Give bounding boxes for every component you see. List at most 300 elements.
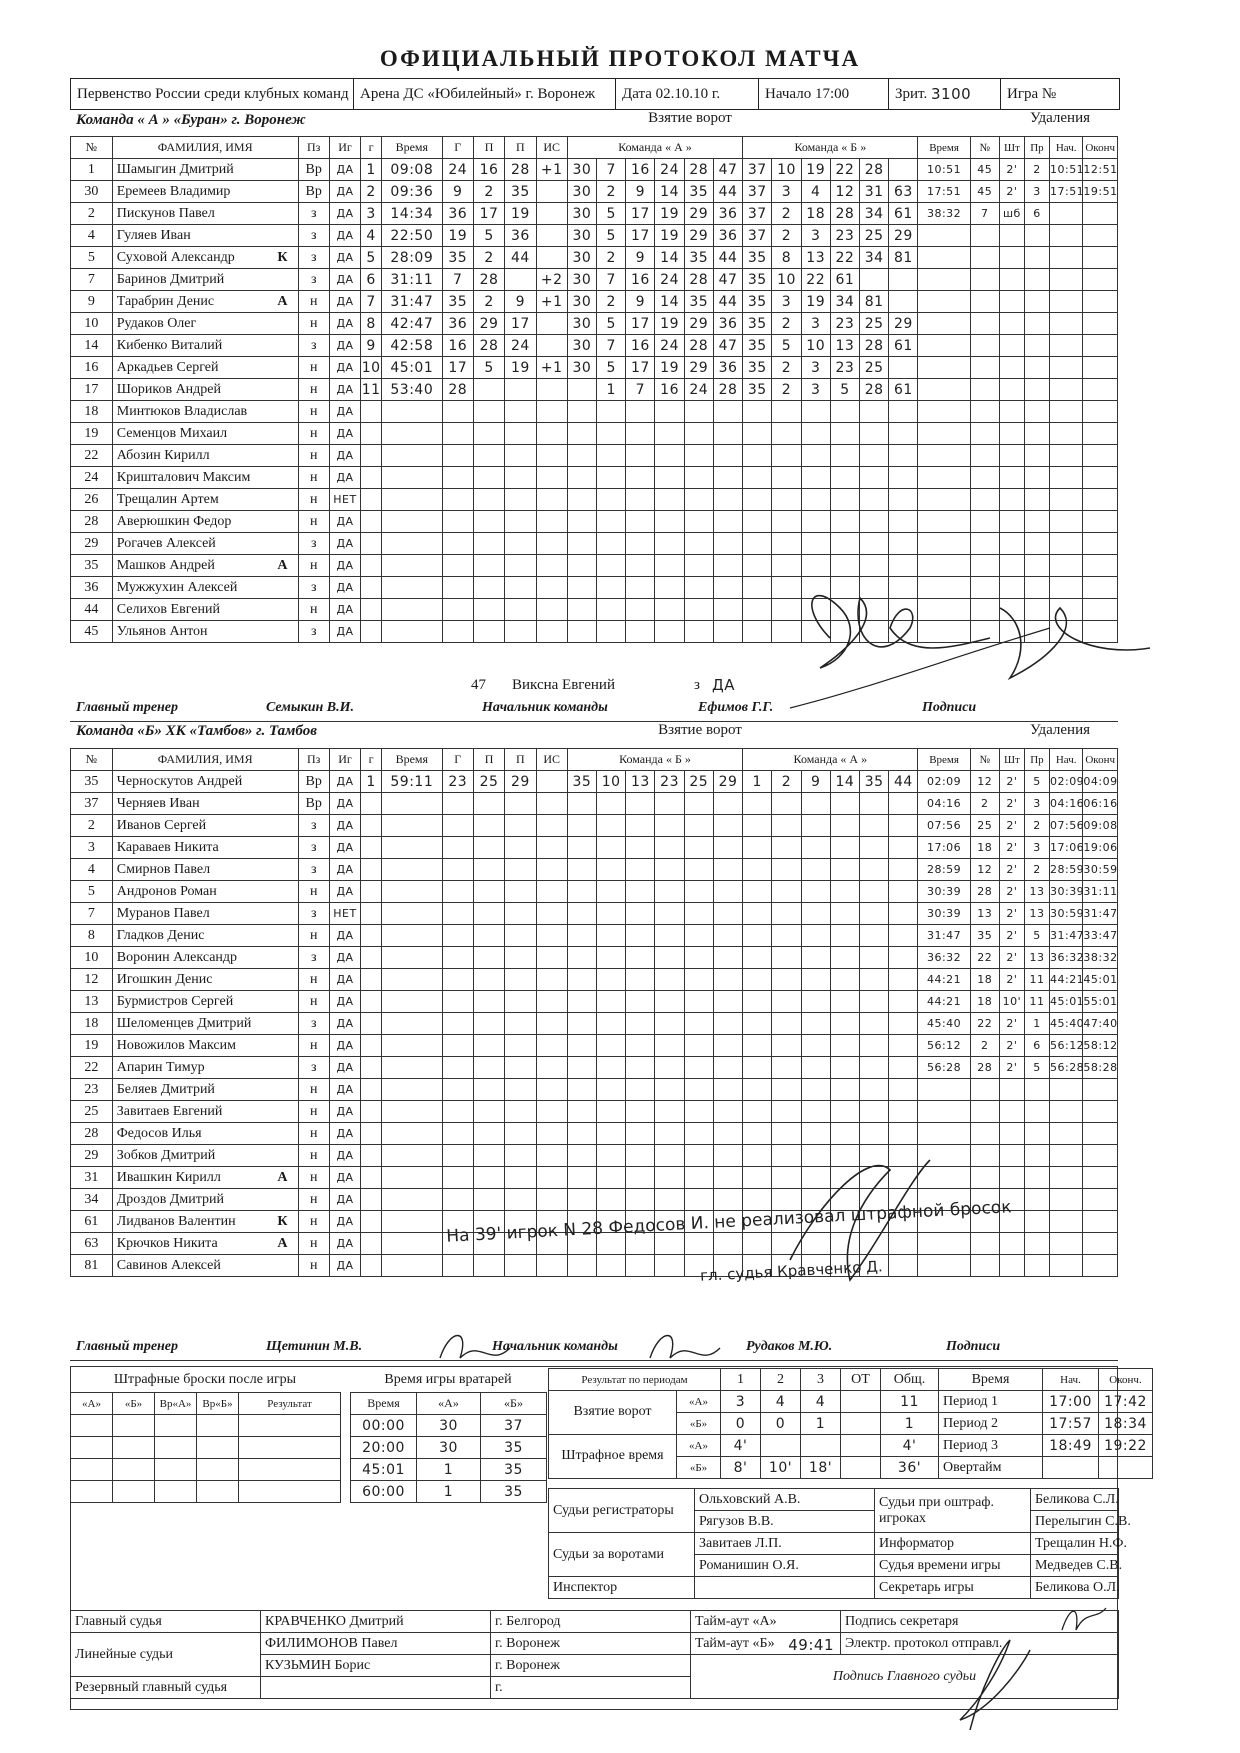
goal-time: 22:50 [382,225,443,247]
penalty-min: 2' [999,969,1024,991]
empty-cell [505,1101,536,1123]
player-name [112,335,298,357]
empty-cell [536,1101,567,1123]
empty-cell [442,947,473,969]
periods-col: 3 [801,1369,841,1391]
empty-cell [970,225,999,247]
team-b-row [71,1035,1118,1057]
empty-cell [505,401,536,423]
team-a-row [71,313,1118,335]
empty-cell [1049,467,1082,489]
penalty-reason: 2 [1024,815,1049,837]
empty-cell [626,969,655,991]
penalty-min: 2' [999,1035,1024,1057]
empty-cell [1024,225,1049,247]
goal-line-b: 37 [743,203,772,225]
empty-cell [713,1167,742,1189]
empty-cell [801,1013,830,1035]
empty-cell [626,881,655,903]
empty-cell [772,467,801,489]
empty-cell [918,489,970,511]
goal-line-b: 25 [860,313,889,335]
player-name-text: Ивашкин Кирилл [116,1169,221,1185]
player-number: 10 [71,313,113,335]
empty-cell [536,445,567,467]
officials-label: Судья времени игры [875,1555,1031,1577]
goal-g: 1 [361,159,382,181]
empty-cell [889,815,918,837]
empty-cell [889,1035,918,1057]
team-b-row [71,1079,1118,1101]
empty-cell [626,401,655,423]
penalty-start: 10:51 [1049,159,1082,181]
empty-cell [626,1123,655,1145]
penalty-time: 07:56 [918,815,970,837]
team-b-signatures-label: Подписи [946,1339,1001,1354]
empty-cell [442,1057,473,1079]
player-played: ДА [329,357,360,379]
penalty-end: 31:47 [1083,903,1118,925]
player-played: ДА [329,467,360,489]
goal-line-a: 47 [713,269,742,291]
empty-cell [505,815,536,837]
goal-P2: 19 [505,203,536,225]
goal-line-b: 10 [772,269,801,291]
player-name [112,313,298,335]
team-a-col-g: г [361,137,382,159]
penalty-no: 18 [970,991,999,1013]
empty-cell [473,445,504,467]
empty-cell [597,1057,626,1079]
empty-cell [567,1167,596,1189]
empty-cell [743,881,772,903]
team-a-row [71,203,1118,225]
empty-cell [970,291,999,313]
empty-cell [626,1013,655,1035]
team-b-row [71,881,1118,903]
goal-line-b: 35 [743,313,772,335]
empty-cell [626,467,655,489]
penalty-time: 04:16 [918,793,970,815]
empty-cell [999,511,1024,533]
goal-line-b: 19 [801,159,830,181]
player-position: н [298,1035,329,1057]
penalty-reason: 3 [1024,793,1049,815]
empty-cell [361,1233,382,1255]
empty-cell [1049,1189,1082,1211]
empty-cell [1049,1101,1082,1123]
goal-line-b: 35 [567,771,596,793]
empty-cell [505,925,536,947]
empty-cell [382,1189,443,1211]
empty-cell [1083,445,1118,467]
goal-IS [536,335,567,357]
team-a-col-pos: Пз [298,137,329,159]
empty-cell [889,401,918,423]
empty-cell [1024,1167,1049,1189]
empty-cell [918,1101,970,1123]
empty-cell [442,1255,473,1277]
empty-cell [626,815,655,837]
empty-cell [1083,225,1118,247]
goal-IS [536,313,567,335]
empty-cell [743,577,772,599]
empty-cell [743,1145,772,1167]
goalie-time-col-b: «Б» [481,1393,547,1415]
empty-cell [536,511,567,533]
goal-line-a: 14 [655,181,684,203]
empty-cell [801,1035,830,1057]
penalty-min: 2' [999,771,1024,793]
player-number: 10 [71,947,113,969]
goalie-time-row [351,1459,547,1481]
player-name [112,903,298,925]
empty-cell [1083,511,1118,533]
empty-cell [1049,247,1082,269]
empty-cell [999,423,1024,445]
empty-cell [597,489,626,511]
periods-value: 18' [801,1457,841,1479]
empty-cell [382,1101,443,1123]
empty-cell [442,793,473,815]
goal-G: 17 [442,357,473,379]
empty-cell [505,793,536,815]
shootout-block [70,1366,340,1496]
empty-cell [801,511,830,533]
shootout-col-a: «А» [71,1393,113,1415]
player-played: ДА [329,555,360,577]
empty-cell [473,1123,504,1145]
empty-cell [473,621,504,643]
goal-line-a: 35 [860,771,889,793]
empty-cell [801,1101,830,1123]
empty-cell [536,903,567,925]
empty-cell [597,1101,626,1123]
empty-cell [1024,1189,1049,1211]
empty-cell [473,1189,504,1211]
empty-cell [918,533,970,555]
goal-P: 5 [473,357,504,379]
goal-line-a: 29 [684,203,713,225]
goal-line-a [567,379,596,401]
shootout-col-gk-a: Вр«А» [155,1393,197,1415]
empty-cell [473,859,504,881]
goal-line-b: 37 [743,225,772,247]
periods-row-label: Взятие ворот [549,1391,677,1435]
player-number: 45 [71,621,113,643]
player-position: з [298,815,329,837]
empty-cell [772,1101,801,1123]
empty-cell [970,379,999,401]
empty-cell [1024,313,1049,335]
empty-cell [361,423,382,445]
period-label: Период 2 [939,1413,1043,1435]
empty-cell [684,1189,713,1211]
empty-cell [361,1123,382,1145]
empty-cell [536,599,567,621]
periods-time-label: Время [939,1369,1043,1391]
goal-IS: +1 [536,159,567,181]
team-b-col-P: П [473,749,504,771]
penalty-no: 22 [970,1013,999,1035]
player-position: н [298,423,329,445]
player-number: 16 [71,357,113,379]
goal-line-a: 24 [655,269,684,291]
empty-cell [860,1013,889,1035]
empty-cell [655,621,684,643]
empty-cell [970,1079,999,1101]
player-number: 28 [71,511,113,533]
player-played: ДА [329,445,360,467]
player-name-text: Федосов Илья [116,1125,202,1141]
goal-line-b: 34 [830,291,859,313]
empty-cell [505,621,536,643]
empty-cell [1024,1255,1049,1277]
goal-line-a: 2 [597,291,626,313]
empty-cell [597,815,626,837]
championship: Первенство России среди клубных команд [71,79,354,109]
period-start: 18:49 [1043,1435,1099,1457]
empty-cell [626,599,655,621]
empty-cell [505,1057,536,1079]
empty-cell [801,947,830,969]
goal-line-a: 7 [597,159,626,181]
penalty-no: 35 [970,925,999,947]
goal-line-b [889,269,918,291]
empty-cell [567,1255,596,1277]
empty-cell [567,511,596,533]
player-name-text: Беляев Дмитрий [116,1081,215,1097]
team-b-col-G: Г [442,749,473,771]
empty-cell [655,599,684,621]
goal-line-b: 34 [860,203,889,225]
goal-line-b: 23 [655,771,684,793]
empty-cell [626,555,655,577]
empty-cell [889,423,918,445]
goalie-time-b: 35 [481,1481,547,1503]
empty-cell [918,247,970,269]
empty-cell [999,467,1024,489]
goal-line-b: 81 [860,291,889,313]
team-a-col-no: № [71,137,113,159]
goal-line-b: 3 [801,357,830,379]
penalty-min: 2' [999,1057,1024,1079]
empty-cell [772,401,801,423]
empty-cell [473,1035,504,1057]
penalty-time: 38:32 [918,203,970,225]
goal-P2 [505,269,536,291]
team-a-row [71,159,1118,181]
empty-cell [801,881,830,903]
player-played: ДА [329,577,360,599]
empty-cell [1049,1255,1082,1277]
penalty-reason: 13 [1024,903,1049,925]
player-name-text: Машков Андрей [116,557,215,573]
player-number: 7 [71,903,113,925]
empty-cell [361,881,382,903]
empty-cell [655,1189,684,1211]
goal-P2: 29 [505,771,536,793]
empty-cell [536,555,567,577]
player-position: н [298,1255,329,1277]
empty-cell [361,577,382,599]
officials-label: Информатор [875,1533,1031,1555]
empty-cell [382,947,443,969]
empty-cell [801,445,830,467]
empty-cell [1024,489,1049,511]
player-name-text: Савинов Алексей [116,1257,221,1273]
player-name [112,577,298,599]
player-number: 25 [71,1101,113,1123]
empty-cell [655,511,684,533]
empty-cell [382,511,443,533]
player-name [112,401,298,423]
empty-cell [361,1211,382,1233]
goal-line-b: 61 [889,379,918,401]
empty-cell [999,1123,1024,1145]
player-position: з [298,269,329,291]
shootout-table [70,1392,341,1503]
team-a-col-team-b: Команда « Б » [743,137,918,159]
empty-cell [536,401,567,423]
penalty-min: 2' [999,859,1024,881]
empty-cell [970,1101,999,1123]
empty-cell [1049,225,1082,247]
goal-g: 7 [361,291,382,313]
goal-line-a: 16 [626,159,655,181]
empty-cell [361,859,382,881]
empty-cell [889,511,918,533]
team-b-row [71,859,1118,881]
match-header [70,78,1120,110]
player-played: ДА [329,225,360,247]
periods-value: 0 [721,1413,761,1435]
player-position: н [298,991,329,1013]
penalty-min: 2' [999,903,1024,925]
empty-cell [713,859,742,881]
empty-cell [801,859,830,881]
empty-cell [567,903,596,925]
empty-cell [889,969,918,991]
empty-cell [382,555,443,577]
empty-cell [567,925,596,947]
empty-cell [684,925,713,947]
protocol-title: ОФИЦИАЛЬНЫЙ ПРОТОКОЛ МАТЧА [379,46,861,71]
empty-cell [1024,291,1049,313]
empty-cell [801,467,830,489]
empty-cell [743,1233,772,1255]
empty-cell [626,793,655,815]
player-name-text: Суховой Александр [116,249,235,265]
player-played: ДА [329,1233,360,1255]
empty-cell [1024,1123,1049,1145]
empty-cell [1083,555,1118,577]
penalty-reason: 13 [1024,947,1049,969]
team-b-row [71,947,1118,969]
empty-cell [743,555,772,577]
empty-cell [1083,335,1118,357]
player-number: 29 [71,1145,113,1167]
empty-cell [442,599,473,621]
empty-cell [473,1013,504,1035]
empty-cell [597,511,626,533]
officials-label: Секретарь игры [875,1577,1031,1599]
empty-cell [684,1167,713,1189]
empty-cell [626,1167,655,1189]
team-b-header-row [71,749,1118,771]
goal-line-b: 34 [860,247,889,269]
player-name [112,423,298,445]
empty-cell [382,969,443,991]
player-played: ДА [329,1145,360,1167]
goal-g: 9 [361,335,382,357]
player-played: ДА [329,1211,360,1233]
empty-cell [361,533,382,555]
penalty-no: 18 [970,837,999,859]
period-end: 19:22 [1099,1435,1153,1457]
team-b-coach: Щетинин М.В. [266,1339,363,1354]
empty-cell [361,1255,382,1277]
player-position: н [298,445,329,467]
goal-line-a: 17 [626,203,655,225]
player-played: ДА [329,793,360,815]
player-number: 5 [71,881,113,903]
player-position: з [298,1013,329,1035]
empty-cell [655,1079,684,1101]
goal-line-b: 29 [713,771,742,793]
goal-line-a: 35 [684,181,713,203]
penalty-start: 02:09 [1049,771,1082,793]
goal-g: 11 [361,379,382,401]
empty-cell [801,903,830,925]
player-role: А [277,557,288,573]
player-played: ДА [329,423,360,445]
player-name-text: Рогачев Алексей [116,535,216,551]
player-position: н [298,555,329,577]
goal-line-a: 30 [567,313,596,335]
penalty-start: 36:32 [1049,947,1082,969]
empty-cell [684,1101,713,1123]
player-position: н [298,467,329,489]
penalty-no: 45 [970,181,999,203]
officials-value: Ольховский А.В. [695,1489,875,1511]
empty-cell [536,467,567,489]
player-played: ДА [329,837,360,859]
team-a-row [71,511,1118,533]
empty-cell [684,445,713,467]
team-a-row [71,533,1118,555]
empty-cell [473,1079,504,1101]
goal-line-b: 2 [772,203,801,225]
player-name-text: Аверюшкин Федор [116,513,232,529]
empty-cell [655,577,684,599]
empty-cell [830,445,859,467]
goal-P: 16 [473,159,504,181]
goal-line-a: 24 [655,159,684,181]
goal-G: 9 [442,181,473,203]
player-name [112,379,298,401]
empty-cell [597,423,626,445]
empty-cell [1083,1101,1118,1123]
empty-cell [505,1079,536,1101]
empty-cell [567,467,596,489]
empty-cell [999,357,1024,379]
team-a-row [71,335,1118,357]
empty-cell [597,925,626,947]
empty-cell [597,555,626,577]
goal-line-a: 24 [684,379,713,401]
empty-cell [889,489,918,511]
